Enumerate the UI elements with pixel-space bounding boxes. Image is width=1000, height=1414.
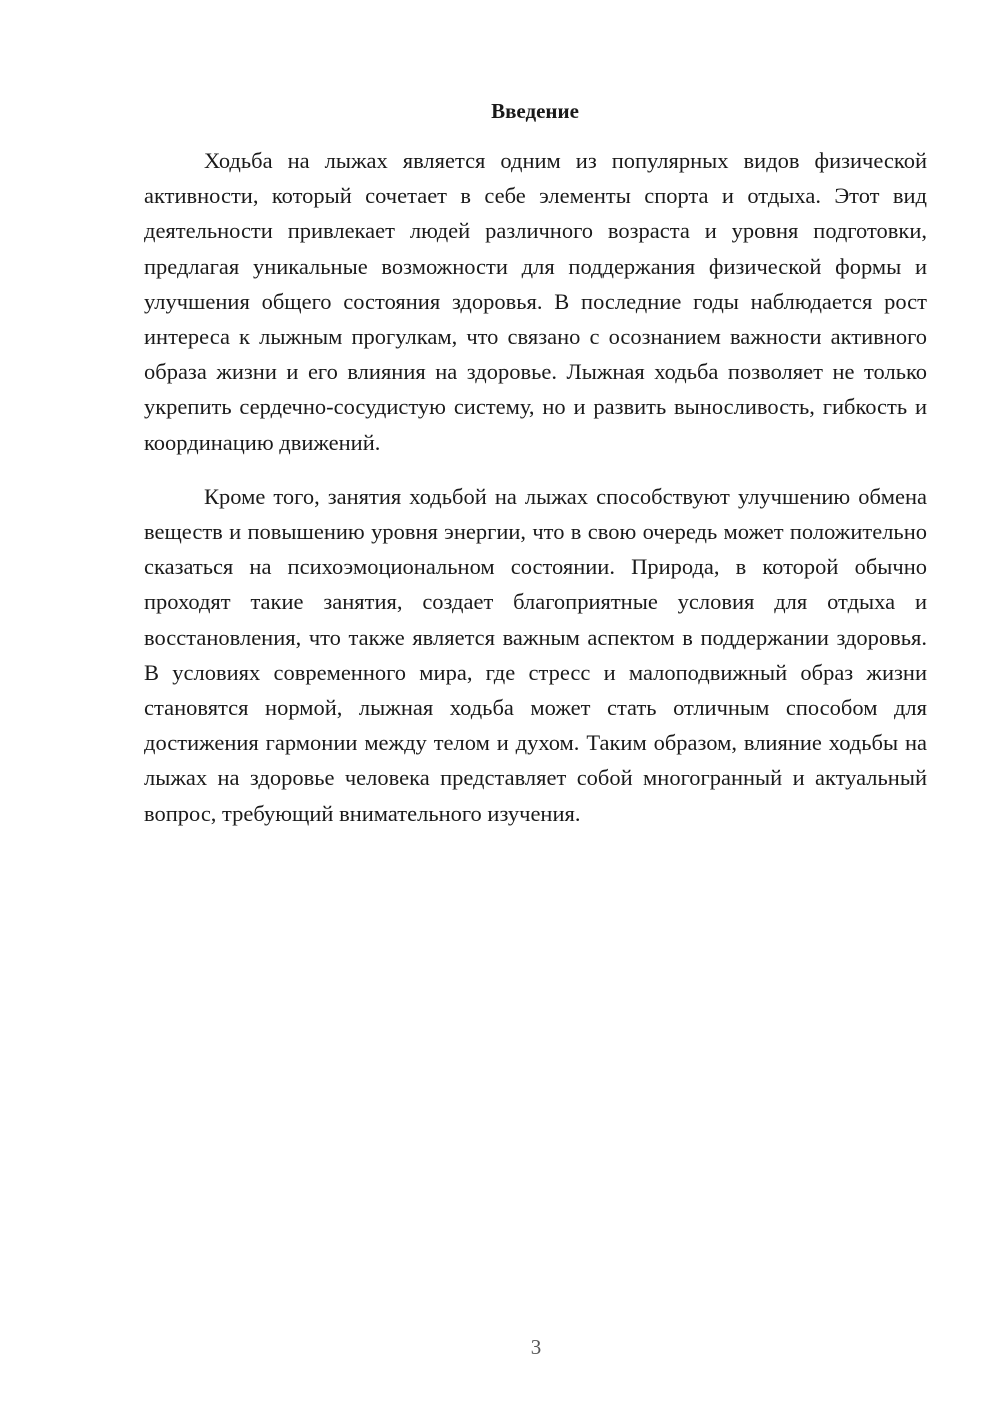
paragraph-2: Кроме того, занятия ходьбой на лыжах способствуют улучшению обмена веществ и повышению уровня энергии, что в свою очередь может положительно сказаться на психоэмоциональном состоянии. Природа, в которой обычно проходят такие занятия, создает благоприятные условия для отдыха и восстановления, что также является важным аспектом в поддержании здоровья. В условиях современного мира, где стресс и малоподвижный образ жизни становятся нормой, лыжная ходьба может стать отличным способом для достижения гармонии между телом и духом. Таким образом, влияние ходьбы на лыжах на здоровье человека представляет собой многогранный и актуальный вопрос, требующий внимательного изучения. [144,483,927,826]
body-text [144,143,927,831]
paragraph-1: Ходьба на лыжах является одним из популярных видов физической активности, который сочетает в себе элементы спорта и отдыха. Этот вид деятельности привлекает людей различного возраста и уровня подготовки, предлагая уникальные возможности для поддержания физической формы и улучшения общего состояния здоровья. В последние годы наблюдается рост интереса к лыжным прогулкам, что связано с осознанием важности активного образа жизни и его влияния на здоровье. Лыжная ходьба позволяет не только укрепить сердечно-сосудистую систему, но и развить выносливость, гибкость и координацию движений. [144,148,927,455]
section-heading: Введение [491,99,579,123]
page-number: 3 [530,1335,542,1359]
